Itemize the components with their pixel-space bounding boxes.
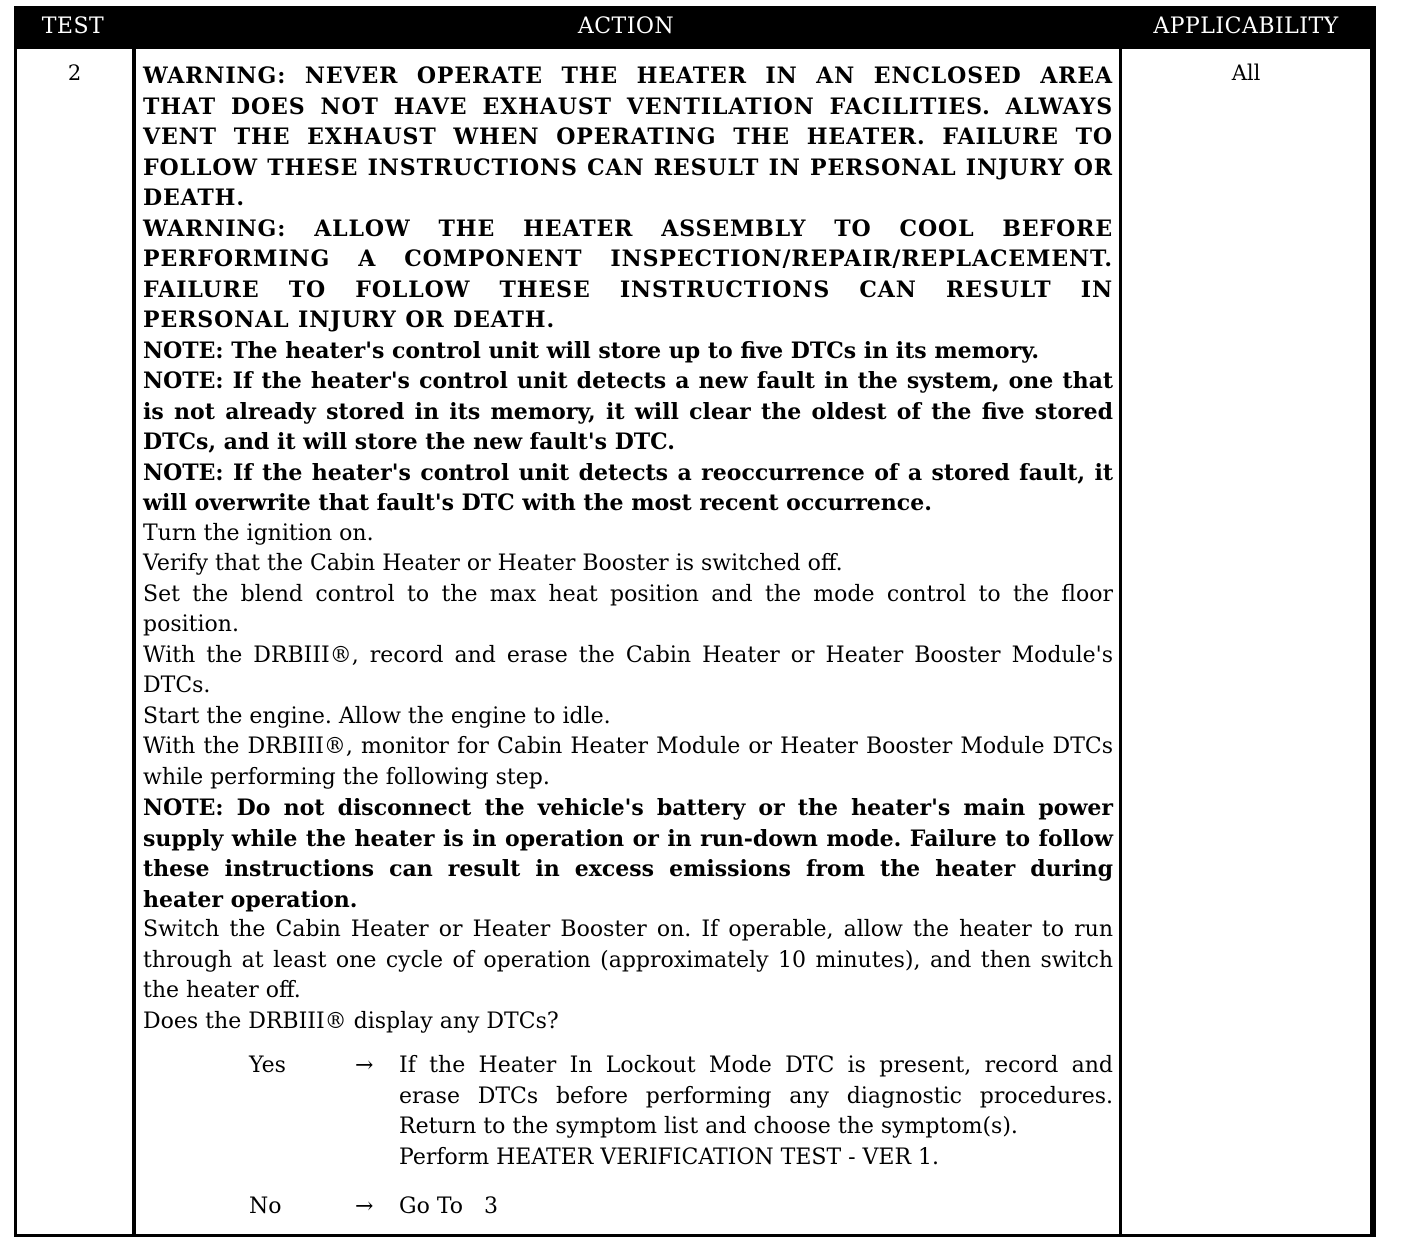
right-arrow-icon: →: [355, 1194, 374, 1219]
answer-yes: [143, 1051, 1113, 1173]
action-body: [136, 49, 1119, 1223]
yes-text: [399, 1051, 1113, 1173]
step-blend-control: Set the blend control to the max heat position and the mode control to the floor position.: [143, 581, 1113, 637]
step-ignition: Turn the ignition on.: [143, 520, 374, 546]
warning-exhaust: WARNING: NEVER OPERATE THE HEATER IN AN ENCLOSED AREA THAT DOES NOT HAVE EXHAUST VENTILATION FACILITIES. ALWAYS VENT THE EXHAUST WHEN OPERATING THE HEATER. FAILURE TO FOLLOW THESE INSTRUCTIONS CAN RESULT IN PERSONAL INJURY OR DEATH.: [143, 63, 1113, 211]
note-store-dtcs: NOTE: The heater's control unit will store up to five DTCs in its memory.: [143, 337, 1040, 364]
test-cell: [17, 49, 132, 1234]
note-reoccurrence: NOTE: If the heater's control unit detects a reoccurrence of a stored fault, it will overwrite that fault's DTC with the most recent occurrence.: [143, 459, 1113, 516]
yes-next-step: Perform HEATER VERIFICATION TEST - VER 1.: [399, 1144, 940, 1170]
answers: [143, 1051, 1113, 1223]
test-number: 2: [67, 61, 82, 85]
header-action: ACTION: [577, 13, 675, 39]
applicability-value: All: [1231, 61, 1261, 85]
header-test: TEST: [41, 13, 105, 39]
step-switch-on: Switch the Cabin Heater or Heater Booster on. If operable, allow the heater to run through at least one cycle of operation (approximately 10 minutes), and then switch the heater off.: [143, 917, 1113, 1003]
warning-cool: WARNING: ALLOW THE HEATER ASSEMBLY TO COOL BEFORE PERFORMING A COMPONENT INSPECTION/REPAIR/REPLACEMENT. FAILURE TO FOLLOW THESE INSTRUCTIONS CAN RESULT IN PERSONAL INJURY OR DEATH.: [143, 215, 1113, 333]
yes-label: Yes: [249, 1053, 286, 1078]
question: Does the DRBIII® display any DTCs?: [143, 1008, 559, 1034]
yes-instructions: If the Heater In Lockout Mode DTC is present, record and erase DTCs before performing any diagnostic procedures. Return to the symptom list and choose the symptom(s).: [399, 1053, 1113, 1139]
note-new-fault: NOTE: If the heater's control unit detects a new fault in the system, one that is not already stored in its memory, it will clear the oldest of the five stored DTCs, and it will store the new fault's DTC.: [143, 368, 1113, 455]
applicability-cell: [1122, 49, 1370, 1234]
diagnostic-table: [14, 6, 1376, 1237]
right-arrow-icon: →: [355, 1053, 374, 1078]
no-text: Go To 3: [399, 1194, 498, 1219]
step-verify-off: Verify that the Cabin Heater or Heater Booster is switched off.: [143, 551, 843, 576]
action-cell: [136, 49, 1119, 1234]
no-label: No: [249, 1194, 282, 1219]
header-applicability: APPLICABILITY: [1153, 13, 1339, 39]
note-battery: NOTE: Do not disconnect the vehicle's battery or the heater's main power supply while the heater is in operation or in run-down mode. Failure to follow these instructions can result in excess emissions from the heater during heater operation.: [143, 795, 1113, 913]
answer-no: [143, 1192, 1113, 1223]
step-record-erase: With the DRBIII®, record and erase the Cabin Heater or Heater Booster Module's DTCs.: [143, 642, 1113, 698]
step-start-engine: Start the engine. Allow the engine to idle.: [143, 703, 611, 729]
step-monitor: With the DRBIII®, monitor for Cabin Heater Module or Heater Booster Module DTCs while performing the following step.: [143, 734, 1113, 790]
